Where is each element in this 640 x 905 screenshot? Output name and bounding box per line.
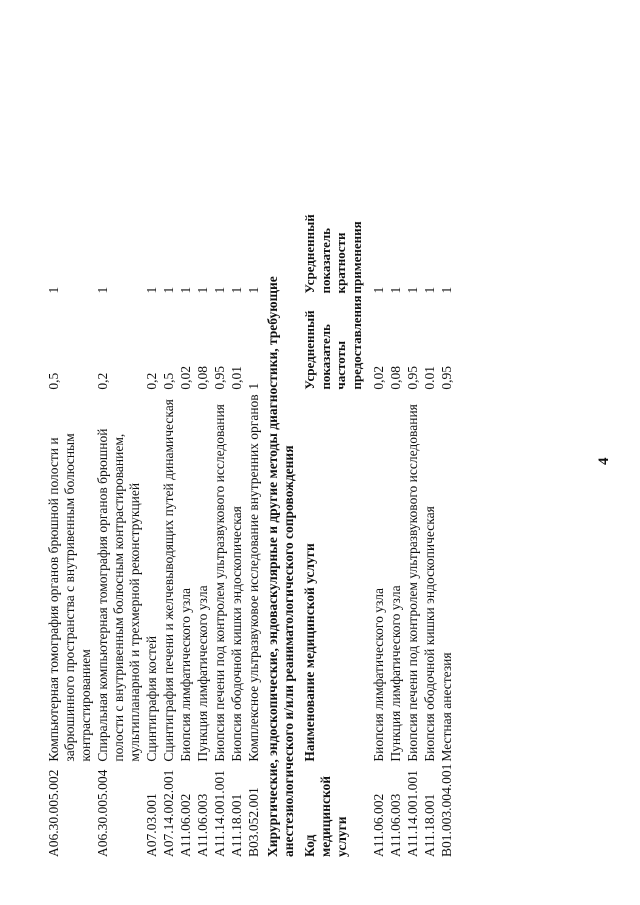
service-multiplicity: 1 <box>212 286 227 294</box>
service-name: Сцинтиграфия печени и желчевыводящих путей динамическая <box>161 399 176 762</box>
service-name: Биопсия ободочной кишки эндоскопическая <box>422 506 437 762</box>
service-multiplicity: 1 <box>388 286 403 294</box>
service-code: A06.30.005.002 <box>46 769 61 857</box>
service-multiplicity: 1 <box>95 286 110 294</box>
service-name: Биопсия лимфатического узла <box>371 587 386 762</box>
service-frequency: 0,02 <box>371 365 386 390</box>
service-name: Биопсия ободочной кишки эндоскопическая <box>229 506 244 762</box>
table-row <box>46 212 95 857</box>
service-name: Пункция лимфатического узла <box>388 585 403 762</box>
table-row <box>439 212 456 857</box>
service-code: A11.18.001 <box>229 793 244 857</box>
table-row <box>95 212 144 857</box>
service-multiplicity: 1 <box>144 286 159 294</box>
service-frequency: 1 <box>246 382 261 390</box>
service-multiplicity: 1 <box>46 286 61 294</box>
service-multiplicity: 1 <box>422 286 437 294</box>
section2-body <box>365 212 456 857</box>
service-frequency: 0.01 <box>422 365 437 390</box>
service-multiplicity: 1 <box>246 286 261 294</box>
table-row <box>212 212 229 857</box>
service-code: A11.06.002 <box>178 793 193 857</box>
service-code: A11.14.001.001 <box>405 770 420 857</box>
table-row <box>365 212 388 857</box>
service-name: Местная анестезия <box>439 652 454 762</box>
service-frequency: 0,95 <box>212 365 227 390</box>
service-code: A11.18.001 <box>422 793 437 857</box>
page-number: 4 <box>596 457 612 465</box>
service-name: Биопсия печени под контролем ультразвукового исследования <box>212 404 227 762</box>
table-row <box>388 212 405 857</box>
service-multiplicity: 1 <box>161 286 176 294</box>
service-frequency: 0,01 <box>229 365 244 390</box>
service-code: A11.06.003 <box>388 793 403 857</box>
service-frequency: 0,2 <box>95 372 110 390</box>
service-name: Сцинтиграфия костей <box>144 635 159 762</box>
table-row <box>422 212 439 857</box>
table-row <box>195 212 212 857</box>
service-frequency: 0,2 <box>144 372 159 390</box>
service-frequency: 0,95 <box>405 365 420 390</box>
service-multiplicity: 1 <box>178 286 193 294</box>
service-code: A11.14.001.001 <box>212 770 227 857</box>
service-code: A06.30.005.004 <box>95 769 110 857</box>
service-frequency: 0,08 <box>388 365 403 390</box>
table-row <box>229 212 246 857</box>
section-title-row <box>263 212 298 857</box>
table-row <box>405 212 422 857</box>
service-multiplicity: 1 <box>195 286 210 294</box>
service-name: Биопсия печени под контролем ультразвукового исследования <box>405 404 420 762</box>
table-row <box>144 212 161 857</box>
service-frequency: 0,08 <box>195 365 210 390</box>
service-frequency: 0,5 <box>46 372 61 390</box>
header-frequency: Усредненный показатель частоты предоставления <box>302 295 364 390</box>
service-name: Комплексное ультразвуковое исследование внутренних органов <box>246 394 261 762</box>
table-row <box>178 212 195 857</box>
services-table <box>46 212 456 857</box>
service-code: A07.03.001 <box>144 793 159 857</box>
service-name: Компьютерная томография органов брюшной полости и забрюшинного пространства с внутривенным болюсным контрастированием <box>46 433 93 762</box>
service-multiplicity: 1 <box>229 286 244 294</box>
service-code: A07.14.002.001 <box>161 769 176 857</box>
service-code: B03.052.001 <box>246 787 261 857</box>
service-code: B01.003.004.001 <box>439 763 454 857</box>
service-frequency: 0,95 <box>439 365 454 390</box>
header-row <box>298 212 365 857</box>
service-name: Пункция лимфатического узла <box>195 585 210 762</box>
service-code: A11.06.002 <box>371 793 386 857</box>
service-code: A11.06.003 <box>195 793 210 857</box>
header-multiplicity: Усредненный показатель кратности применения <box>302 214 364 294</box>
section-title: Хирургические, эндоскопические, эндоваскулярные и другие методы диагностики, требующие анестезиологического и/или реаниматологического сопровождения <box>265 276 296 857</box>
service-multiplicity: 1 <box>371 286 386 294</box>
service-frequency: 0,5 <box>161 372 176 390</box>
section1-body <box>46 212 263 857</box>
service-name: Биопсия лимфатического узла <box>178 587 193 762</box>
header-name: Наименование медицинской услуги <box>302 543 317 762</box>
service-multiplicity: 1 <box>405 286 420 294</box>
service-multiplicity: 1 <box>439 286 454 294</box>
table-row <box>246 212 263 857</box>
service-name: Спиральная компьютерная томография органов брюшной полости с внутривенным болюсным контрастированием, мультипланарной и трехмерной реконструкцией <box>95 428 142 762</box>
header-code: Код медицинской услуги <box>302 775 349 857</box>
service-frequency: 0,02 <box>178 365 193 390</box>
table-row <box>161 212 178 857</box>
